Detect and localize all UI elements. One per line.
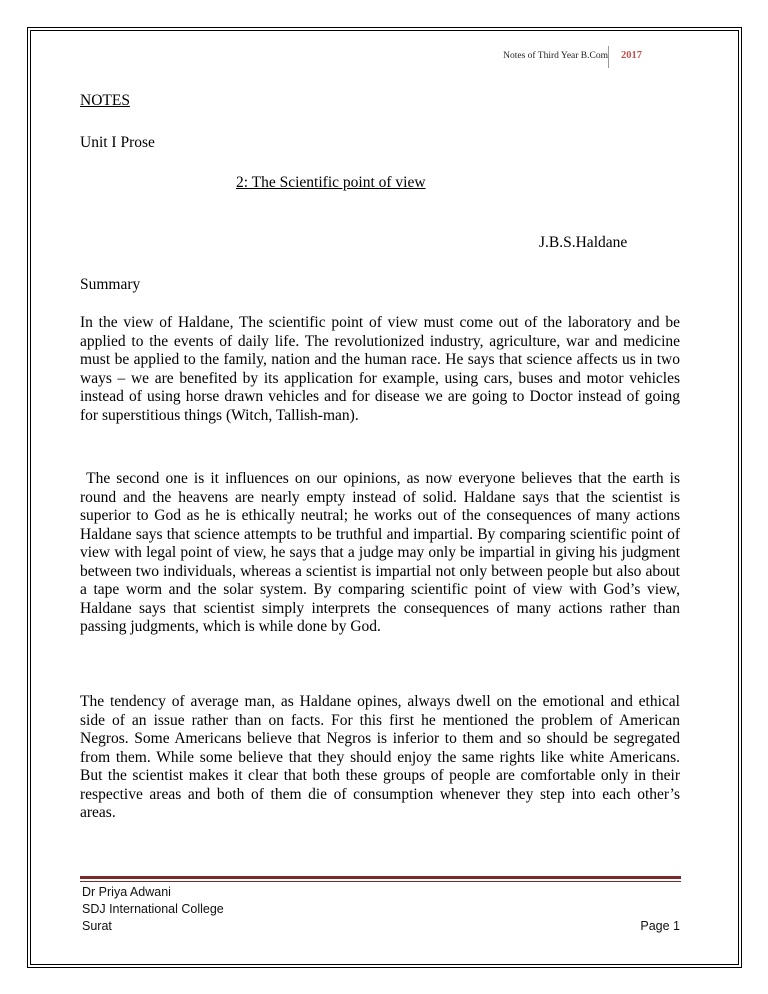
author-name: J.B.S.Haldane	[539, 234, 628, 251]
summary-heading: Summary	[80, 276, 141, 293]
unit-heading: Unit I Prose	[80, 134, 155, 151]
page-number: Page 1	[640, 919, 680, 933]
paragraph-3: The tendency of average man, as Haldane opines, always dwell on the emotional and ethical side of an issue rather than on facts. For this first he mentioned the problem of American Negros. Some Americans believe that Negros is inferior to them and so should be segregated from them. While some believe that they should enjoy the same rights like white Americans. But the scientist makes it clear that both these groups of people are comfortable only in their respective areas and both of them die of consumption whenever they step into each other’s areas.	[80, 693, 680, 821]
footer-rule-thin	[80, 881, 681, 882]
header-year: 2017	[621, 50, 642, 61]
notes-title: NOTES	[80, 92, 130, 109]
footer-city: Surat	[82, 919, 112, 933]
footer-college: SDJ International College	[82, 902, 224, 916]
footer-author: Dr Priya Adwani	[82, 885, 171, 899]
paragraph-1: In the view of Haldane, The scientific point of view must come out of the laboratory and be applied to the events of daily life. The revolutionized industry, agriculture, war and medicine must be applied to the family, nation and the human race. He says that science affects us in two ways – we are benefited by its application for example, using cars, buses and motor vehicles instead of using horse drawn vehicles and for disease we are going to Doctor instead of going for superstitious things (Witch, Tallish-man).	[80, 314, 680, 424]
header-doc-label: Notes of Third Year B.Com	[503, 51, 608, 61]
header-divider	[608, 46, 609, 68]
footer	[82, 884, 680, 935]
chapter-title: 2: The Scientific point of view	[236, 174, 426, 191]
footer-rule-thick	[80, 876, 681, 879]
paragraph-2: The second one is it influences on our opinions, as now everyone believes that the earth is round and the heavens are nearly empty instead of solid. Haldane says that the scientist is superior to God as he is ethically neutral; he works out of the consequences of many actions Haldane says that science attempts to be truthful and impartial. By comparing scientific point of view with legal point of view, he says that a judge may only be impartial in giving his judgment between two individuals, whereas a scientist is impartial not only between people but also about a tape worm and the solar system. By comparing scientific point of view with God’s view, Haldane says that scientist simply interprets the consequences of many actions rather than passing judgments, which is while done by God.	[80, 470, 684, 635]
